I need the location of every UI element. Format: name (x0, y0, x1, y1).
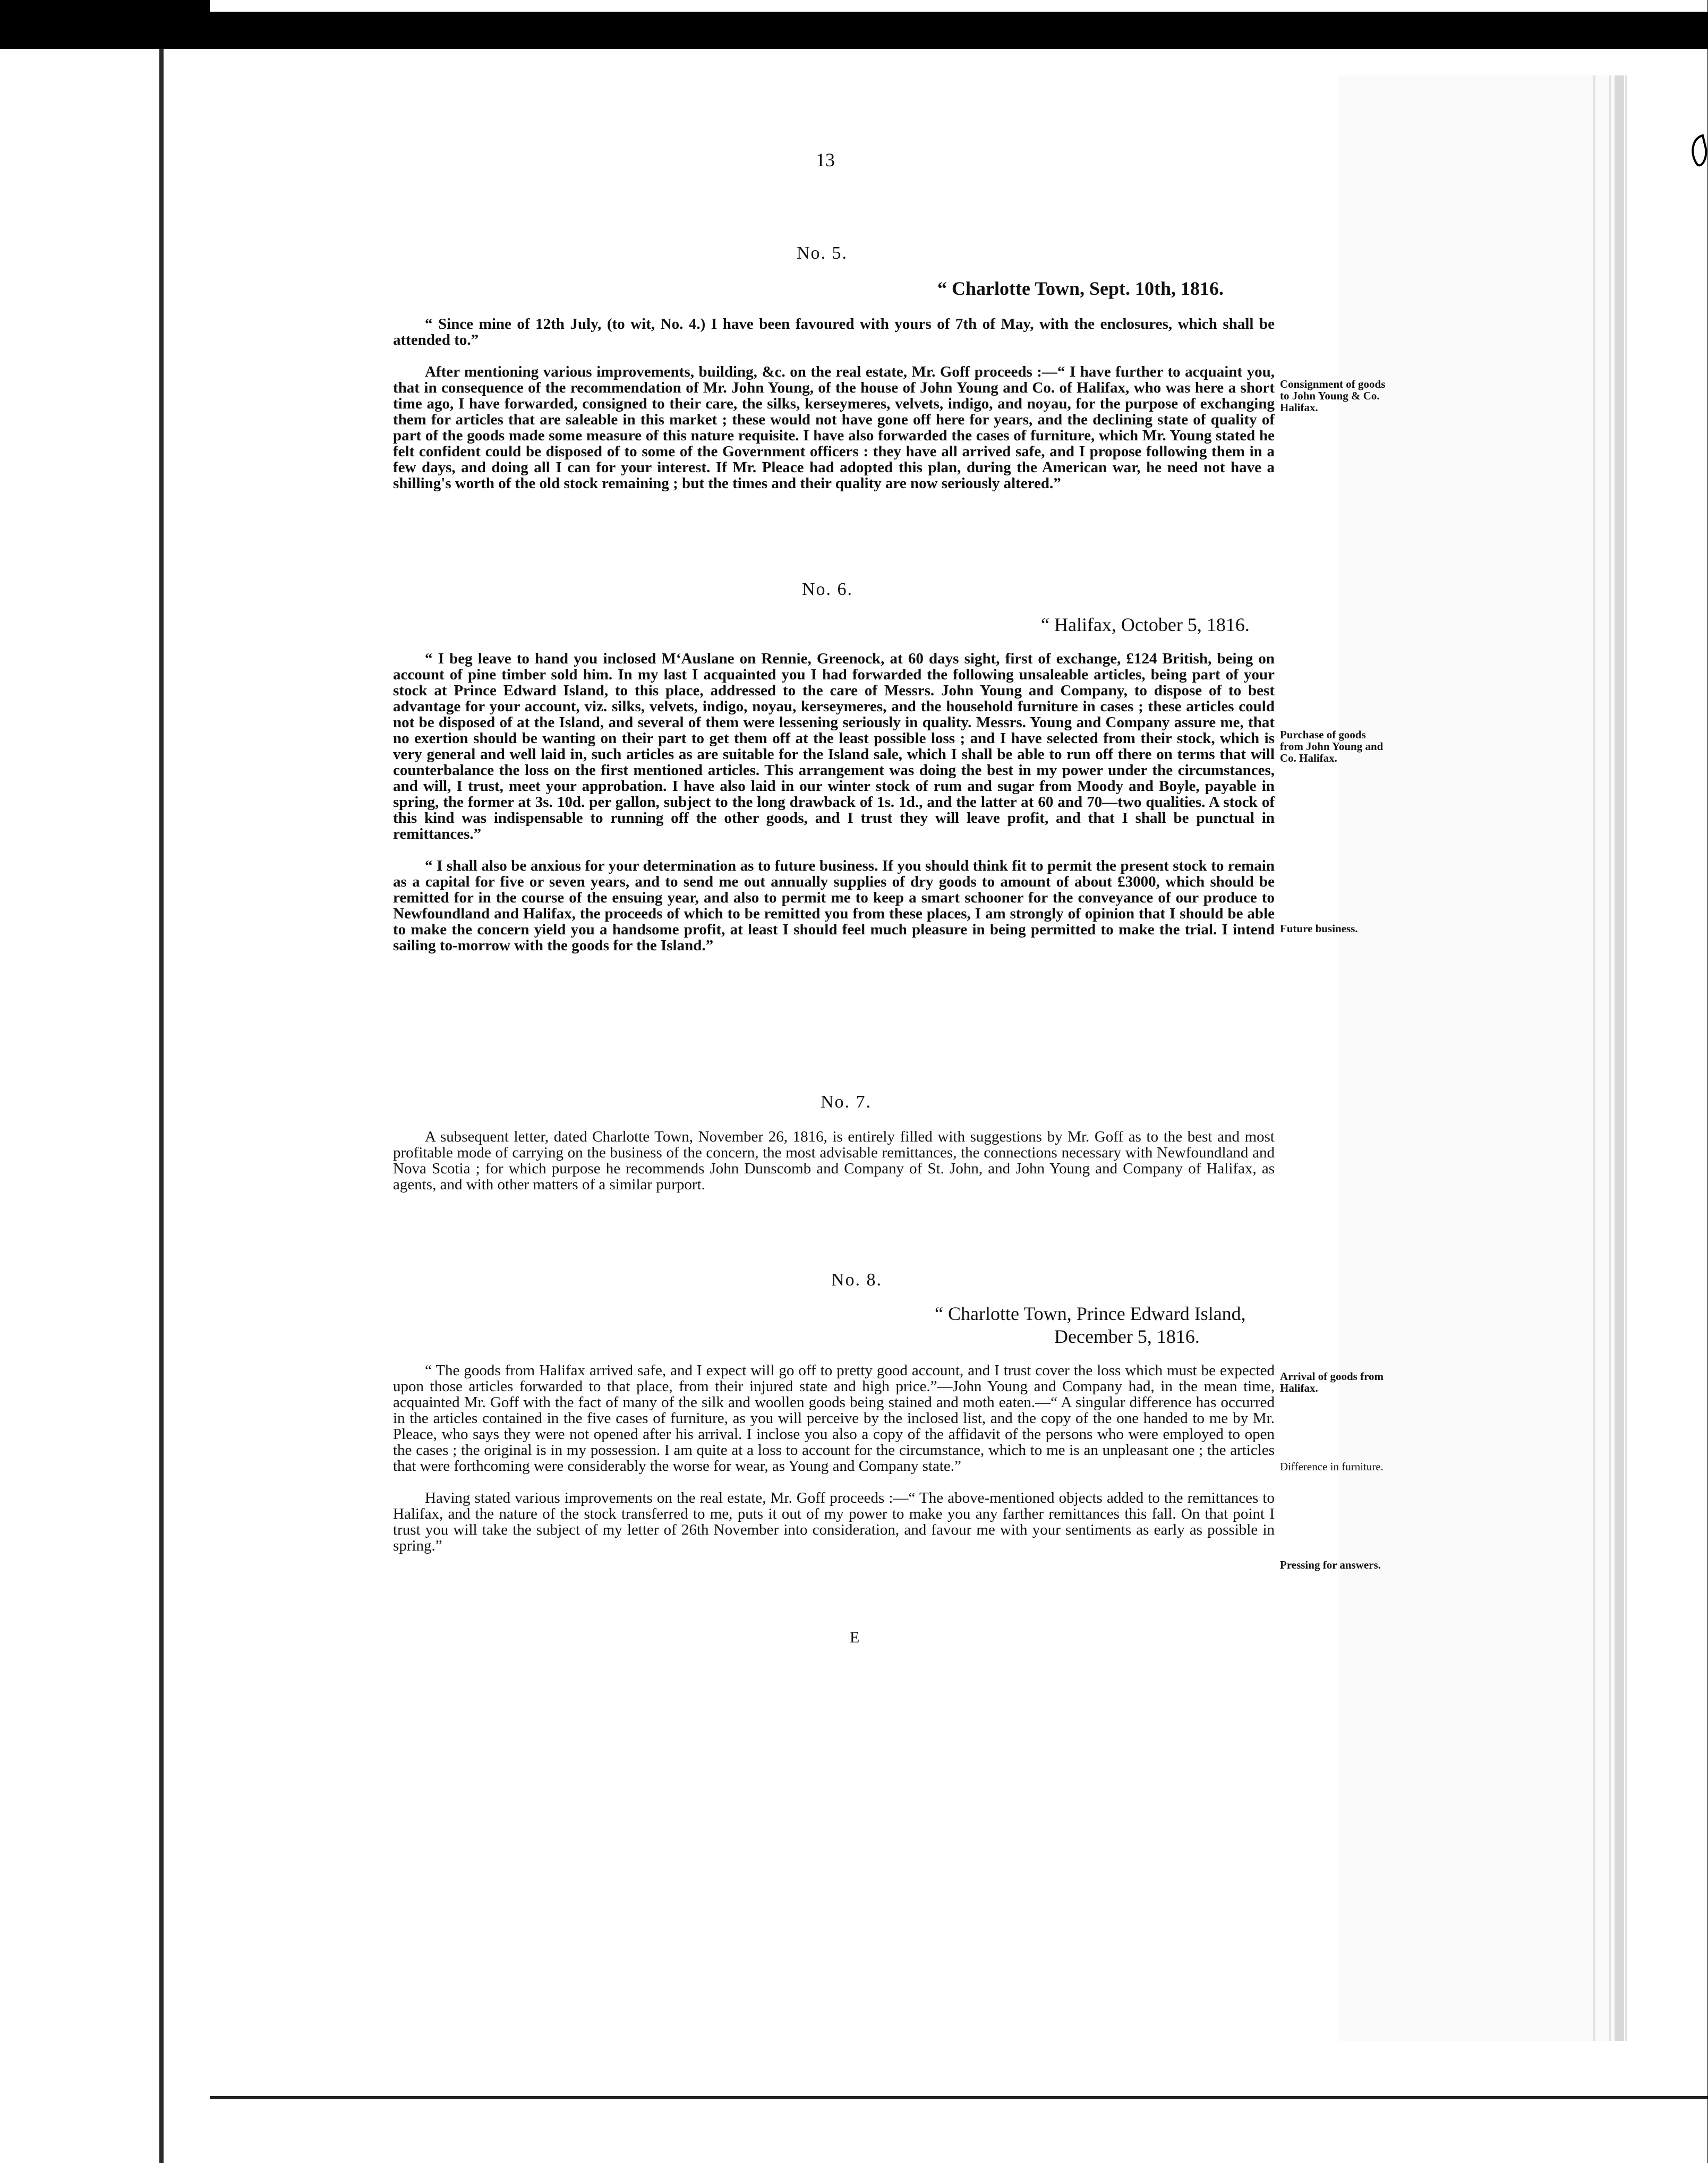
scan-speck-icon (1687, 133, 1708, 170)
margin-note: Arrival of goods from Halifax. (1280, 1370, 1384, 1394)
dateline-no8-date: December 5, 1816. (1054, 1326, 1200, 1347)
paragraph: After mentioning various improvements, building, &c. on the real estate, Mr. Goff proceeds :—“ I have further to acquaint you, that in consequence of the recommendation of Mr. John Young, of the house of John Young and Co. of Halifax, who was here a short time ago, I have forwarded, consigned to their care, the silks, kerseymeres, velvets, indigo, and noyau, for the purpose of exchanging them for articles that are saleable in this market ; these would not have gone off here for years, and the declining state of quality of part of the goods made some measure of this nature requisite. I have also forwarded the cases of furniture, which Mr. Young stated he felt confident could be disposed of to some of the Government officers : they have all arrived safe, and I propose following them in a few days, and doing all I can for your interest. If Mr. Pleace had adopted this plan, during the American war, he need not have a shilling's worth of the old stock remaining ; but the times and their quality are now seriously altered.” (393, 363, 1275, 492)
section-body-no7 (393, 1129, 1275, 1193)
signature-mark: E (850, 1629, 860, 1646)
dateline-no8: “ Charlotte Town, Prince Edward Island, (935, 1303, 1246, 1324)
page-number: 13 (816, 149, 835, 171)
margin-note: Consignment of goods to John Young & Co. Halifax. (1280, 378, 1386, 414)
margin-note: Pressing for answers. (1280, 1559, 1381, 1571)
scan-bottom-edge (210, 2096, 1707, 2099)
dateline-no5: “ Charlotte Town, Sept. 10th, 1816. (937, 278, 1224, 299)
margin-note: Purchase of goods from John Young and Co. Halifax. (1280, 728, 1384, 764)
margin-note: Future business. (1280, 922, 1358, 935)
page-stack-line (1609, 75, 1611, 2041)
section-body-no8 (393, 1362, 1275, 1554)
paragraph: A subsequent letter, dated Charlotte Town, November 26, 1816, is entirely filled with suggestions by Mr. Goff as to the best and most profitable mode of carrying on the business of the concern, the most advisable remittances, the connections necessary with Newfoundland and Nova Scotia ; for which purpose he recommends John Dunscomb and Company of St. John, and John Young and Company of Halifax, as agents, and with other matters of a similar purport. (393, 1128, 1275, 1193)
page-gutter (159, 49, 164, 2163)
scan-top-border (210, 0, 1707, 12)
section-heading-no8: No. 8. (831, 1270, 883, 1290)
section-heading-no5: No. 5. (797, 243, 848, 263)
previous-page-strip (0, 49, 165, 2163)
section-heading-no7: No. 7. (821, 1092, 872, 1112)
page-stack-line (1593, 75, 1595, 2041)
page-stack-line (1625, 75, 1627, 2041)
paragraph: “ I beg leave to hand you inclosed M‘Auslane on Rennie, Greenock, at 60 days sight, first of exchange, £124 British, being on account of pine timber sold him. In my last I acquainted you I had forwarded the following unsaleable articles, being part of your stock at Prince Edward Island, to this place, addressed to the care of Messrs. John Young and Company, to dispose of to best advantage for your account, viz. silks, velvets, indigo, noyau, kerseymeres, and the household furniture in cases ; these articles could not be disposed of at the Island, and several of them were lessening seriously in quality. Messrs. Young and Company assure me, that no exertion should be wanting on their part to get them off at the least possible loss ; and I have selected from their stock, which is very general and well laid in, such articles as are suitable for the Island sale, which I shall be able to run off there on terms that will counterbalance the loss on the first mentioned articles. This arrangement was doing the best in my power under the circumstances, and will, I trust, meet your approbation. I have also laid in our winter stock of rum and sugar from Moody and Boyle, payable in spring, the former at 3s. 10d. per gallon, subject to the long drawback of 1s. 1d., and the latter at 60 and 70—two qualities. A stock of this kind was indispensable to running off the other goods, and I trust they will leave profit, and that I shall be punctual in remittances.” (393, 650, 1275, 842)
gutter-gap (165, 49, 214, 2163)
paragraph: “ Since mine of 12th July, (to wit, No. 4.) I have been favoured with yours of 7th of May, with the enclosures, which shall be attended to.” (393, 316, 1275, 348)
section-body-no5 (393, 316, 1275, 491)
dateline-no6: “ Halifax, October 5, 1816. (1041, 614, 1250, 635)
paragraph: “ I shall also be anxious for your determination as to future business. If you should think fit to permit the present stock to remain as a capital for five or seven years, and to send me out annually supplies of dry goods to amount of about £3000, which should be remitted for in the course of the ensuing year, and also to permit me to keep a smart schooner for the conveyance of our produce to Newfoundland and Halifax, the proceeds of which to be remitted you from these places, I am strongly of opinion that I should be able to make the concern yield you a handsome profit, at least I should feel much pleasure in being permitted to make the trial. I intend sailing to-morrow with the goods for the Island.” (393, 857, 1275, 954)
section-body-no6 (393, 651, 1275, 953)
paragraph: Having stated various improvements on the real estate, Mr. Goff proceeds :—“ The above-mentioned objects added to the remittances to Halifax, and the nature of the stock transferred to me, puts it out of my power to make you any farther remittances this fall. On that point I trust you will take the subject of my letter of 26th November into consideration, and favour me with your sentiments as early as possible in spring.” (393, 1489, 1275, 1554)
paragraph: “ The goods from Halifax arrived safe, and I expect will go off to pretty good account, and I trust cover the loss which must be expected upon those articles forwarded to that place, from their injured state and high price.”—John Young and Company had, in the mean time, acquainted Mr. Goff with the fact of many of the silk and woollen goods being stained and moth eaten.—“ A singular difference has occurred in the articles contained in the five cases of furniture, as you will perceive by the inclosed list, and the copy of the one handed to me by Mr. Pleace, who says they were not opened after his arrival. I inclose you also a copy of the affidavit of the persons who were employed to open the cases ; the original is in my possession. I am quite at a loss to account for the circumstance, which to me is an unpleasant one ; the articles that were forthcoming were considerably the worse for wear, as Young and Company state.” (393, 1362, 1275, 1475)
margin-note: Difference in furniture. (1280, 1460, 1384, 1473)
page-stack-edge (1338, 75, 1624, 2041)
section-heading-no6: No. 6. (802, 580, 853, 599)
